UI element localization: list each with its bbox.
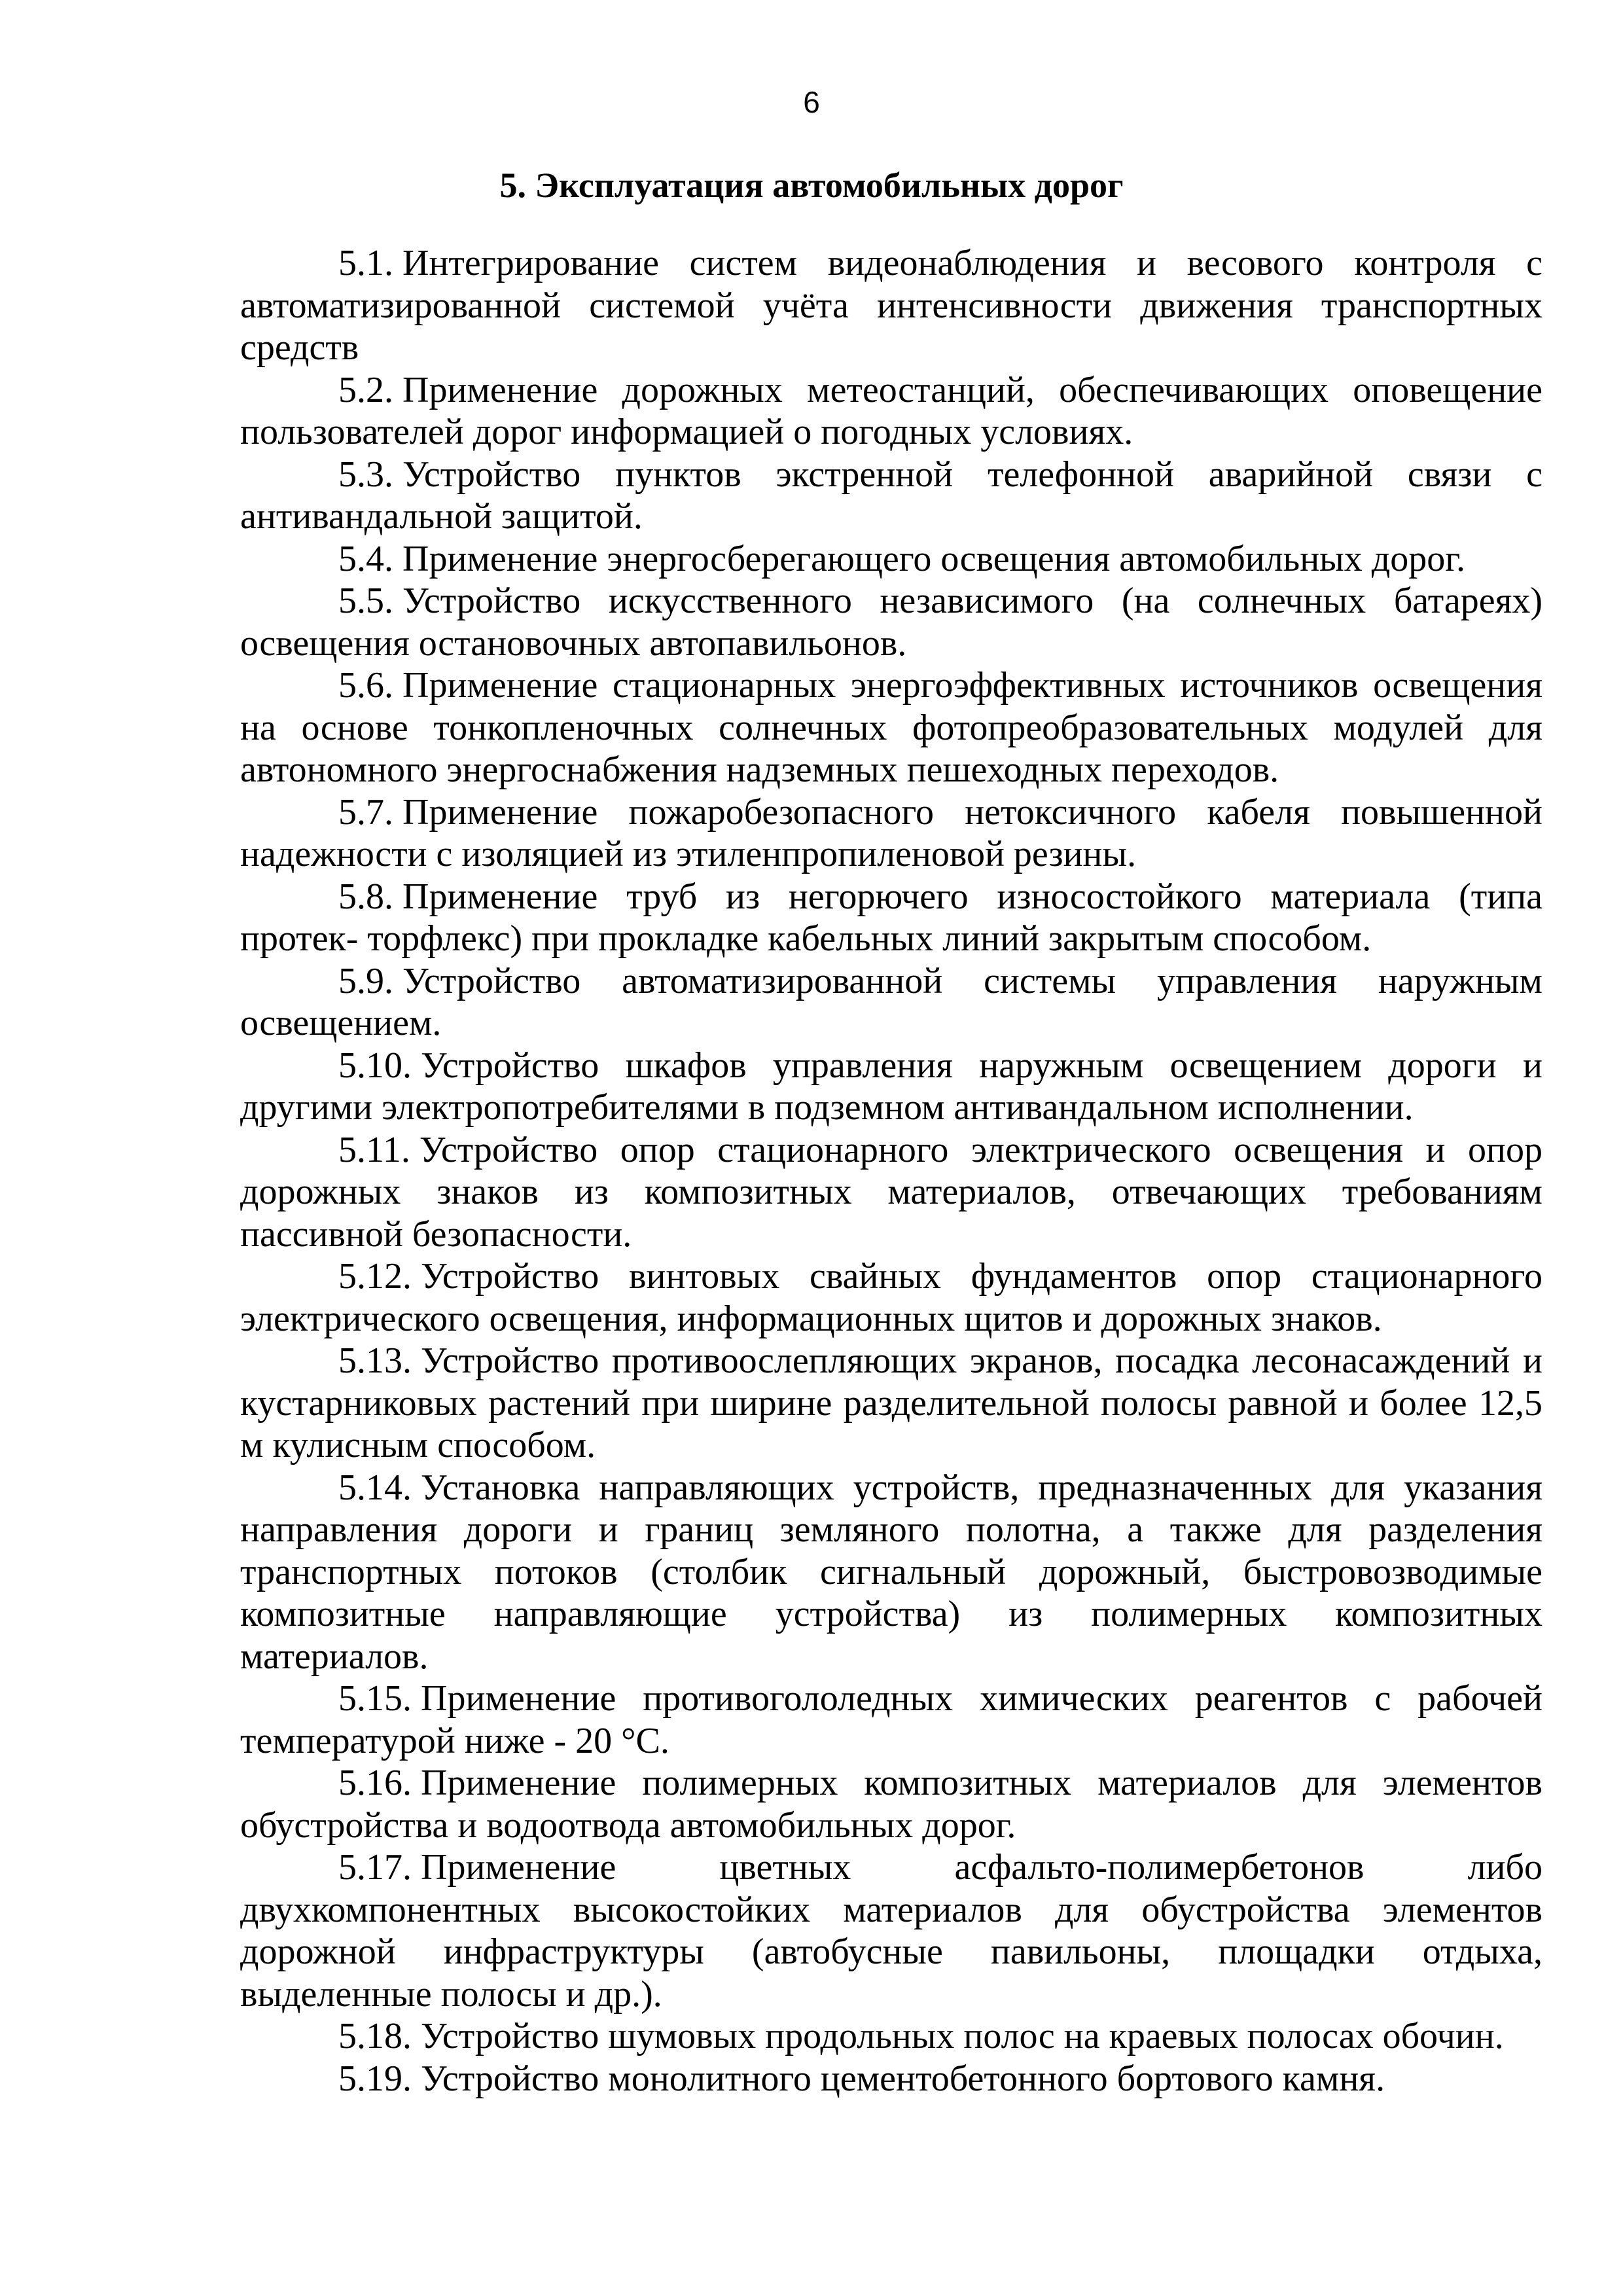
list-item: [240, 1762, 1543, 1846]
list-item: [240, 1340, 1543, 1467]
item-text: Применение труб из негорючего износостойкого материала (типа протек- торфлекс) при прокладке кабельных линий закрытым способом.: [240, 876, 1543, 959]
list-item: [240, 2058, 1543, 2100]
item-number: 5.10.: [338, 1045, 412, 1086]
item-text: Устройство противоослепляющих экранов, посадка лесонасаждений и кустарниковых растений при ширине разделительной полосы равной и более 12,5 м кулисным способом.: [240, 1340, 1543, 1465]
item-number: 5.18.: [338, 2016, 412, 2056]
item-text: Устройство пунктов экстренной телефонной аварийной связи с антивандальной защитой.: [240, 454, 1543, 537]
list-item: [240, 369, 1543, 454]
item-text: Установка направляющих устройств, предназначенных для указания направления дороги и границ земляного полотна, а также для разделения транспортных потоков (столбик сигнальный дорожный, быстровозводимые композитные направляющие устройства) из полимерных композитных материалов.: [240, 1467, 1543, 1677]
list-item: [240, 1467, 1543, 1678]
list-item: [240, 538, 1543, 581]
item-number: 5.9.: [338, 960, 393, 1001]
item-text: Применение стационарных энергоэффективных источников освещения на основе тонкопленочных солнечных фотопреобразовательных модулей для автономного энергоснабжения надземных пешеходных переходов.: [240, 665, 1543, 790]
item-text: Устройство искусственного независимого (на солнечных батареях) освещения остановочных автопавильонов.: [240, 581, 1543, 664]
item-number: 5.19.: [338, 2058, 412, 2099]
item-number: 5.2.: [338, 369, 393, 410]
item-number: 5.4.: [338, 538, 393, 579]
item-text: Устройство винтовых свайных фундаментов опор стационарного электрического освещения, информационных щитов и дорожных знаков.: [240, 1256, 1543, 1339]
item-number: 5.12.: [338, 1256, 412, 1297]
list-item: [240, 242, 1543, 369]
list-item: [240, 791, 1543, 876]
list-item: [240, 1677, 1543, 1762]
list-item: [240, 1846, 1543, 2015]
item-number: 5.13.: [338, 1340, 412, 1381]
item-number: 5.8.: [338, 876, 393, 917]
item-number: 5.1.: [338, 243, 393, 283]
section-title: 5. Эксплуатация автомобильных дорог: [499, 166, 1124, 205]
item-text: Устройство опор стационарного электрического освещения и опор дорожных знаков из композитных материалов, отвечающих требованиям пассивной безопасности.: [240, 1129, 1543, 1255]
page-number: 6: [803, 85, 820, 119]
item-number: 5.16.: [338, 1763, 412, 1803]
item-text: Устройство монолитного цементобетонного бортового камня.: [421, 2058, 1385, 2099]
list-item: [240, 580, 1543, 664]
item-number: 5.5.: [338, 581, 393, 621]
item-text: Применение полимерных композитных материалов для элементов обустройства и водоотвода автомобильных дорог.: [240, 1763, 1543, 1846]
item-number: 5.3.: [338, 454, 393, 495]
list-item: [240, 2015, 1543, 2058]
list-item: [240, 960, 1543, 1045]
items-list: [240, 242, 1543, 2100]
item-text: Применение пожаробезопасного нетоксичного кабеля повышенной надежности с изоляцией из этиленпропиленовой резины.: [240, 791, 1543, 874]
list-item: [240, 1045, 1543, 1129]
item-number: 5.17.: [338, 1847, 412, 1888]
item-number: 5.7.: [338, 791, 393, 833]
item-text: Интегрирование систем видеонаблюдения и весового контроля с автоматизированной системой учёта интенсивности движения транспортных средств: [240, 243, 1543, 368]
item-text: Устройство шкафов управления наружным освещением дороги и другими электропотребителями в подземном антивандальном исполнении.: [240, 1045, 1543, 1128]
item-number: 5.15.: [338, 1678, 412, 1719]
item-text: Применение энергосберегающего освещения автомобильных дорог.: [402, 538, 1465, 579]
list-item: [240, 664, 1543, 791]
list-item: [240, 876, 1543, 960]
list-item: [240, 454, 1543, 538]
item-text: Применение цветных асфальто-полимербетонов либо двухкомпонентных высокостойких материалов для обустройства элементов дорожной инфраструктуры (автобусные павильоны, площадки отдыха, выделенные полосы и др.).: [240, 1847, 1543, 2015]
item-number: 5.11.: [338, 1129, 410, 1170]
list-item: [240, 1255, 1543, 1340]
item-number: 5.6.: [338, 665, 393, 706]
list-item: [240, 1129, 1543, 1256]
item-text: Применение противогололедных химических реагентов с рабочей температурой ниже - 20 °С.: [240, 1678, 1543, 1761]
item-text: Применение дорожных метеостанций, обеспечивающих оповещение пользователей дорог информацией о погодных условиях.: [240, 369, 1543, 452]
item-number: 5.14.: [338, 1467, 412, 1508]
item-text: Устройство автоматизированной системы управления наружным освещением.: [240, 960, 1543, 1043]
item-text: Устройство шумовых продольных полос на краевых полосах обочин.: [421, 2016, 1504, 2056]
